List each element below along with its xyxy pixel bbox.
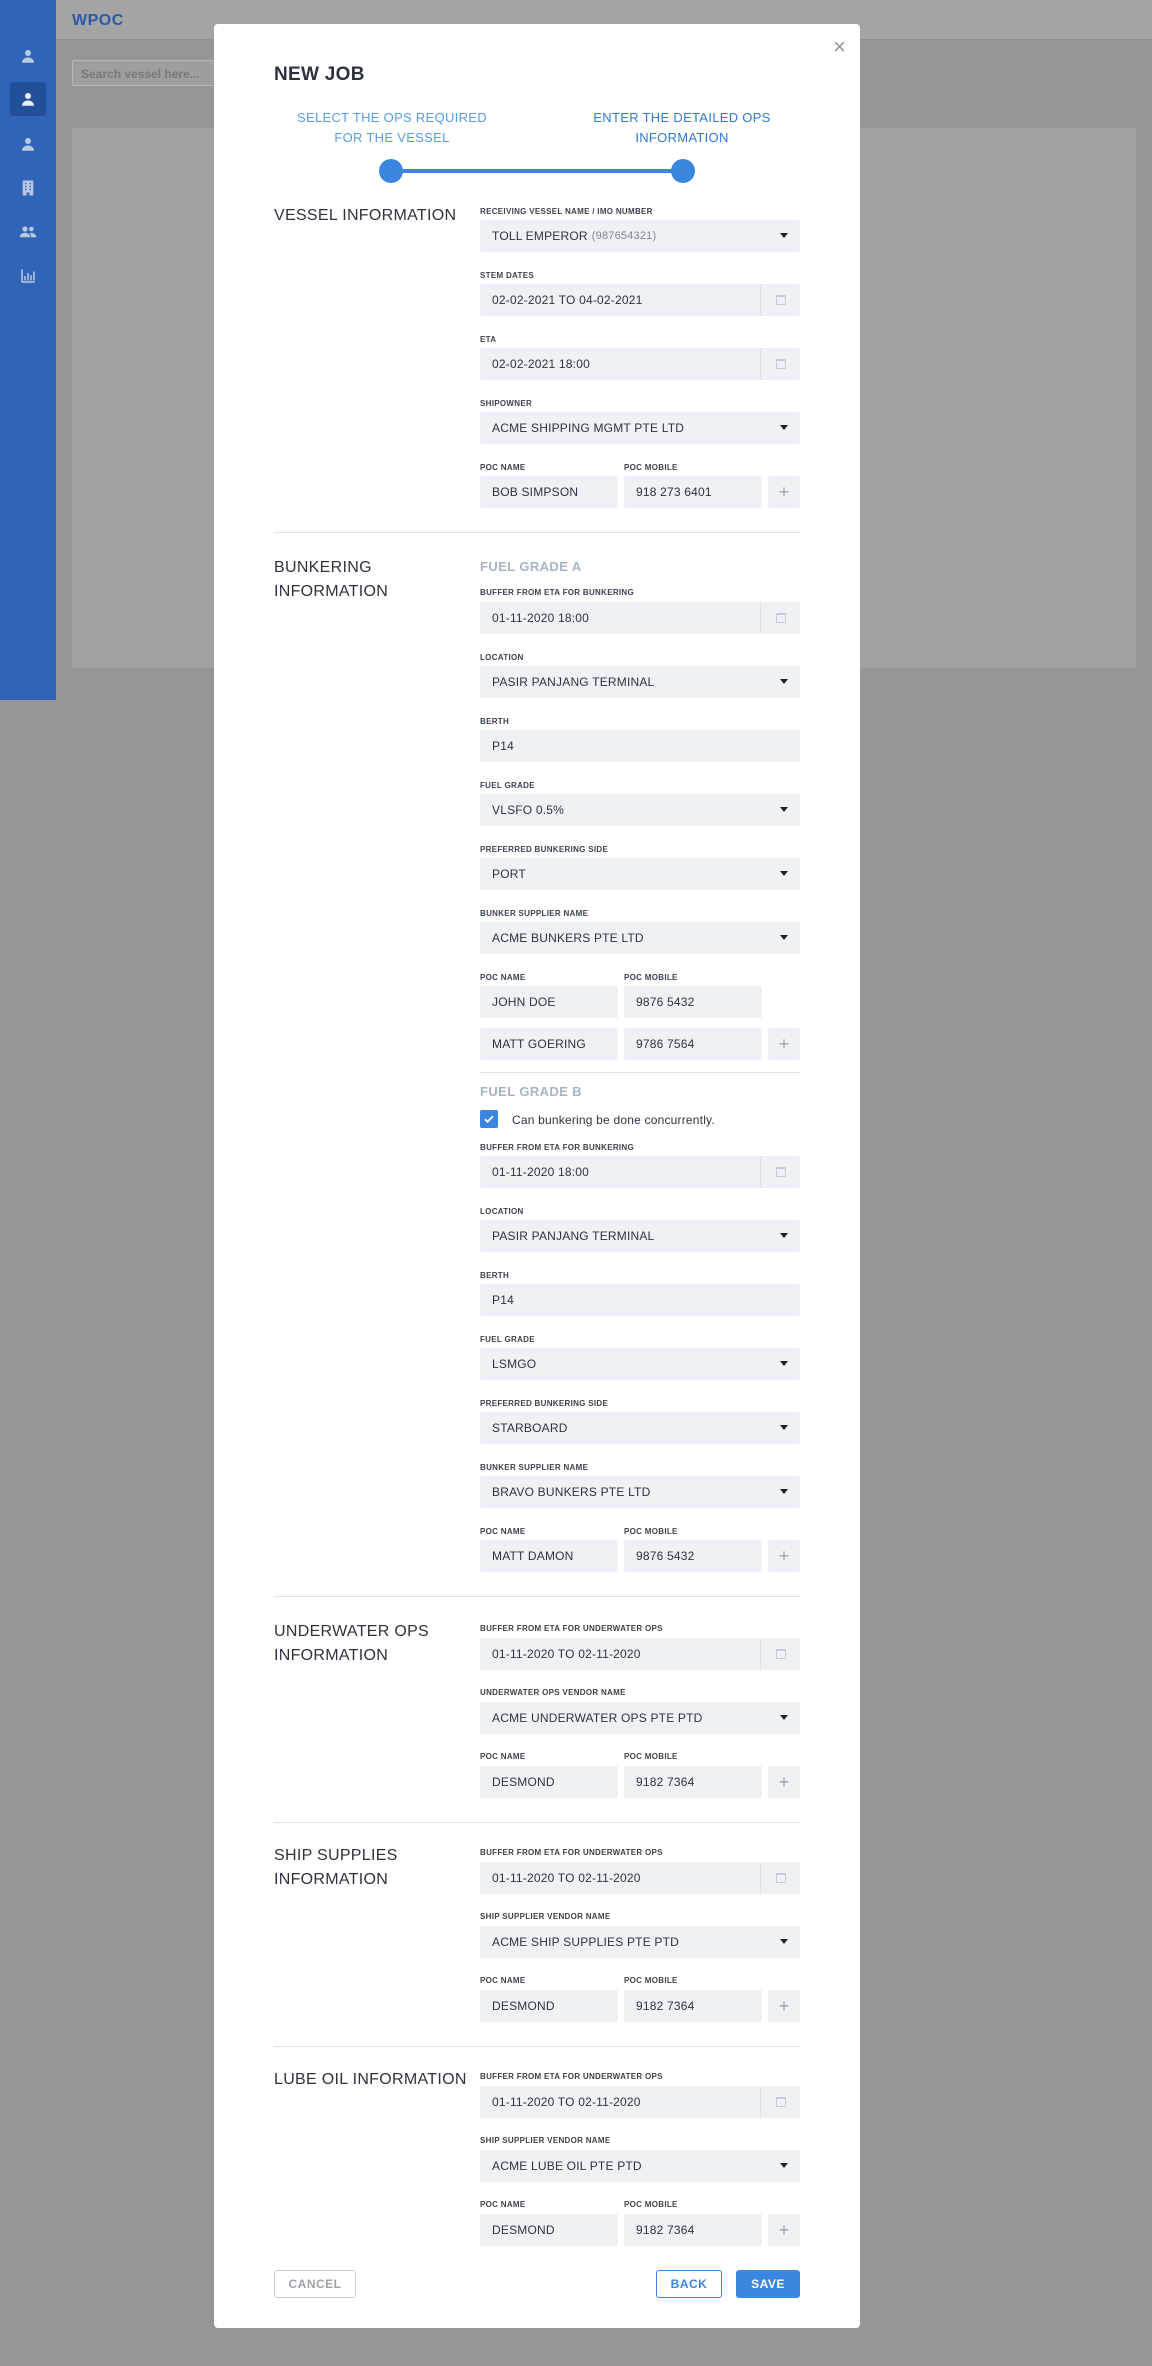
user-icon: [19, 90, 37, 108]
poc-mobile-label: POC MOBILE: [624, 1527, 678, 1536]
user-icon: [19, 47, 37, 65]
vessel-section-title: VESSEL INFORMATION: [274, 207, 457, 224]
chevron-down-icon: [780, 1489, 788, 1494]
chevron-down-icon: [780, 2163, 788, 2168]
grade-b-berth-input[interactable]: P14: [480, 1284, 800, 1316]
add-poc-button[interactable]: +: [768, 1540, 800, 1572]
sidebar-item-companies[interactable]: [16, 176, 40, 200]
location-label: LOCATION: [480, 1207, 524, 1216]
underwater-poc-mobile-input[interactable]: 9182 7364: [624, 1766, 762, 1798]
berth-label: BERTH: [480, 717, 510, 726]
buffer-label: BUFFER FROM ETA FOR BUNKERING: [480, 588, 635, 597]
vessel-name-value: TOLL EMPEROR: [492, 229, 588, 243]
fuel-grade-a-heading: FUEL GRADE A: [480, 559, 582, 574]
lube-vendor-value: ACME LUBE OIL PTE PTD: [492, 2159, 642, 2173]
sidebar-item-profile[interactable]: [16, 44, 40, 68]
section-divider: [274, 1822, 800, 1823]
chevron-down-icon: [780, 807, 788, 812]
chevron-down-icon: [780, 1233, 788, 1238]
chevron-down-icon: [780, 425, 788, 430]
poc-mobile-label: POC MOBILE: [624, 2200, 678, 2209]
underwater-vendor-value: ACME UNDERWATER OPS PTE PTD: [492, 1711, 703, 1725]
step-1-dot[interactable]: [379, 159, 403, 183]
fuel-grade-label: FUEL GRADE: [480, 1335, 535, 1344]
vessel-search-input[interactable]: Search vessel here...: [72, 60, 222, 86]
supplies-vendor-label: SHIP SUPPLIER VENDOR NAME: [480, 1912, 611, 1921]
group-icon: [19, 223, 37, 241]
concurrent-checkbox-label[interactable]: Can bunkering be done concurrently.: [512, 1113, 715, 1127]
section-divider: [274, 1596, 800, 1597]
stepper-progress-line: [390, 169, 684, 173]
supplies-vendor-select[interactable]: [480, 1926, 800, 1958]
building-icon: [19, 179, 37, 197]
grade-b-location-select[interactable]: [480, 1220, 800, 1252]
grade-a-side-value: PORT: [492, 867, 526, 881]
chevron-down-icon: [780, 1425, 788, 1430]
section-divider: [274, 532, 800, 533]
supplies-title-line-1: SHIP SUPPLIES: [274, 1847, 398, 1864]
supplies-buffer-value: 01-11-2020 TO 02-11-2020: [492, 1871, 641, 1885]
calendar-icon[interactable]: [760, 1156, 800, 1188]
section-divider: [274, 2046, 800, 2047]
poc-mobile-label: POC MOBILE: [624, 463, 678, 472]
fuel-grade-b-heading: FUEL GRADE B: [480, 1084, 583, 1099]
vessel-poc-name-input[interactable]: BOB SIMPSON: [480, 476, 618, 508]
supplies-section-title: [274, 1844, 398, 1892]
step-1-label[interactable]: SELECT THE OPS REQUIRED FOR THE VESSEL: [297, 110, 487, 145]
grade-b-side-select[interactable]: [480, 1412, 800, 1444]
app-logo: WPOC: [72, 12, 124, 29]
lube-buffer-value: 01-11-2020 TO 02-11-2020: [492, 2095, 641, 2109]
subsection-divider: [480, 1072, 800, 1073]
bunkering-section-title: [274, 556, 388, 604]
stem-dates-label: STEM DATES: [480, 271, 534, 280]
poc-mobile-label: POC MOBILE: [624, 973, 678, 982]
buffer-label: BUFFER FROM ETA FOR BUNKERING: [480, 1143, 635, 1152]
underwater-buffer-input[interactable]: [480, 1638, 800, 1670]
chevron-down-icon: [780, 871, 788, 876]
stem-dates-value: 02-02-2021 TO 04-02-2021: [492, 293, 643, 307]
shipowner-select[interactable]: [480, 412, 800, 444]
vessel-name-label: RECEIVING VESSEL NAME / IMO NUMBER: [480, 207, 653, 216]
grade-a-poc-2-mobile-input[interactable]: 9786 7564: [624, 1028, 762, 1060]
poc-mobile-label: POC MOBILE: [624, 1752, 678, 1761]
add-poc-button[interactable]: +: [768, 2214, 800, 2246]
lube-poc-name-input[interactable]: DESMOND: [480, 2214, 618, 2246]
grade-b-fuel-select[interactable]: [480, 1348, 800, 1380]
grade-a-poc-2-name-input[interactable]: MATT GOERING: [480, 1028, 618, 1060]
location-label: LOCATION: [480, 653, 524, 662]
close-icon[interactable]: ×: [833, 34, 846, 59]
poc-mobile-label: POC MOBILE: [624, 1976, 678, 1985]
chevron-down-icon: [780, 679, 788, 684]
grade-b-supplier-select[interactable]: [480, 1476, 800, 1508]
supplies-buffer-input[interactable]: [480, 1862, 800, 1894]
poc-name-label: POC NAME: [480, 1976, 526, 1985]
underwater-title-line-1: UNDERWATER OPS: [274, 1623, 430, 1640]
concurrent-checkbox[interactable]: [480, 1110, 498, 1128]
step-2-dot[interactable]: [671, 159, 695, 183]
grade-a-poc-1-name-input[interactable]: JOHN DOE: [480, 986, 618, 1018]
grade-b-poc-mobile-input[interactable]: 9876 5432: [624, 1540, 762, 1572]
add-poc-button[interactable]: +: [768, 476, 800, 508]
add-poc-button[interactable]: +: [768, 1766, 800, 1798]
lube-vendor-label: SHIP SUPPLIER VENDOR NAME: [480, 2136, 611, 2145]
calendar-icon[interactable]: [760, 2086, 800, 2118]
supplies-poc-name-input[interactable]: DESMOND: [480, 1990, 618, 2022]
lube-section-title: LUBE OIL INFORMATION: [274, 2071, 467, 2088]
supplies-title-line-2: INFORMATION: [274, 1871, 389, 1888]
sidebar-item-reports[interactable]: [16, 264, 40, 288]
grade-a-fuel-value: VLSFO 0.5%: [492, 803, 565, 817]
calendar-icon[interactable]: [760, 284, 800, 316]
poc-name-label: POC NAME: [480, 463, 526, 472]
step-2-label[interactable]: ENTER THE DETAILED OPS INFORMATION: [593, 110, 771, 145]
chevron-down-icon: [780, 935, 788, 940]
shipowner-value: ACME SHIPPING MGMT PTE LTD: [492, 421, 685, 435]
supplier-label: BUNKER SUPPLIER NAME: [480, 1463, 589, 1472]
supplier-label: BUNKER SUPPLIER NAME: [480, 909, 589, 918]
sidebar-item-users[interactable]: [16, 132, 40, 156]
underwater-vendor-select[interactable]: [480, 1702, 800, 1734]
add-poc-button[interactable]: +: [768, 1028, 800, 1060]
grade-a-side-select[interactable]: [480, 858, 800, 890]
sidebar-item-teams[interactable]: [16, 220, 40, 244]
vessel-imo-value: (987654321): [591, 230, 657, 242]
calendar-icon[interactable]: [760, 602, 800, 634]
chevron-down-icon: [780, 1939, 788, 1944]
bunkering-side-label: PREFERRED BUNKERING SIDE: [480, 1399, 609, 1408]
lube-poc-mobile-input[interactable]: 9182 7364: [624, 2214, 762, 2246]
poc-name-label: POC NAME: [480, 1527, 526, 1536]
grade-a-location-select[interactable]: [480, 666, 800, 698]
user-icon: [19, 135, 37, 153]
cancel-button[interactable]: CANCEL: [274, 2270, 356, 2298]
grade-b-buffer-input[interactable]: [480, 1156, 800, 1188]
lube-vendor-select[interactable]: [480, 2150, 800, 2182]
poc-name-label: POC NAME: [480, 1752, 526, 1761]
chevron-down-icon: [780, 1361, 788, 1366]
grade-a-buffer-input[interactable]: [480, 602, 800, 634]
underwater-title-line-2: INFORMATION: [274, 1647, 389, 1664]
supplies-buffer-label: BUFFER FROM ETA FOR UNDERWATER OPS: [480, 1848, 663, 1857]
chevron-down-icon: [780, 1715, 788, 1720]
grade-b-buffer-value: 01-11-2020 18:00: [492, 1165, 590, 1179]
eta-label: ETA: [480, 335, 497, 344]
grade-a-supplier-value: ACME BUNKERS PTE LTD: [492, 931, 644, 945]
underwater-poc-name-input[interactable]: DESMOND: [480, 1766, 618, 1798]
underwater-vendor-label: UNDERWATER OPS VENDOR NAME: [480, 1688, 626, 1697]
grade-b-side-value: STARBOARD: [492, 1421, 568, 1435]
calendar-icon[interactable]: [760, 348, 800, 380]
stem-dates-input[interactable]: [480, 284, 800, 316]
app-sidebar: [0, 0, 56, 700]
supplies-vendor-value: ACME SHIP SUPPLIES PTE PTD: [492, 1935, 680, 1949]
grade-b-poc-name-input[interactable]: MATT DAMON: [480, 1540, 618, 1572]
shipowner-label: SHIPOWNER: [480, 399, 533, 408]
grade-b-fuel-value: LSMGO: [492, 1357, 537, 1371]
check-icon: [483, 1113, 495, 1125]
poc-name-label: POC NAME: [480, 973, 526, 982]
vessel-poc-mobile-input[interactable]: 918 273 6401: [624, 476, 762, 508]
grade-a-buffer-value: 01-11-2020 18:00: [492, 611, 590, 625]
eta-value: 02-02-2021 18:00: [492, 357, 590, 371]
underwater-buffer-value: 01-11-2020 TO 02-11-2020: [492, 1647, 641, 1661]
grade-a-berth-input[interactable]: P14: [480, 730, 800, 762]
lube-buffer-input[interactable]: [480, 2086, 800, 2118]
add-poc-button[interactable]: +: [768, 1990, 800, 2022]
underwater-buffer-label: BUFFER FROM ETA FOR UNDERWATER OPS: [480, 1624, 663, 1633]
grade-a-fuel-select[interactable]: [480, 794, 800, 826]
lube-buffer-label: BUFFER FROM ETA FOR UNDERWATER OPS: [480, 2072, 663, 2081]
berth-label: BERTH: [480, 1271, 510, 1280]
grade-a-supplier-select[interactable]: [480, 922, 800, 954]
back-button[interactable]: BACK: [656, 2270, 722, 2298]
chevron-down-icon: [780, 233, 788, 238]
modal-title: NEW JOB: [274, 64, 365, 85]
poc-name-label: POC NAME: [480, 2200, 526, 2209]
bunkering-title-line-1: BUNKERING: [274, 559, 372, 576]
grade-b-supplier-value: BRAVO BUNKERS PTE LTD: [492, 1485, 651, 1499]
calendar-icon[interactable]: [760, 1862, 800, 1894]
grade-a-poc-1-mobile-input[interactable]: 9876 5432: [624, 986, 762, 1018]
supplies-poc-mobile-input[interactable]: 9182 7364: [624, 1990, 762, 2022]
grade-b-location-value: PASIR PANJANG TERMINAL: [492, 1229, 655, 1243]
eta-input[interactable]: [480, 348, 800, 380]
chart-icon: [19, 267, 37, 285]
bunkering-side-label: PREFERRED BUNKERING SIDE: [480, 845, 609, 854]
fuel-grade-label: FUEL GRADE: [480, 781, 535, 790]
save-button[interactable]: SAVE: [736, 2270, 800, 2298]
underwater-section-title: [274, 1620, 429, 1668]
new-job-modal: [214, 24, 860, 2328]
sidebar-item-jobs[interactable]: [10, 82, 46, 116]
vessel-name-select[interactable]: [480, 220, 800, 252]
grade-a-location-value: PASIR PANJANG TERMINAL: [492, 675, 655, 689]
bunkering-title-line-2: INFORMATION: [274, 583, 389, 600]
calendar-icon[interactable]: [760, 1638, 800, 1670]
